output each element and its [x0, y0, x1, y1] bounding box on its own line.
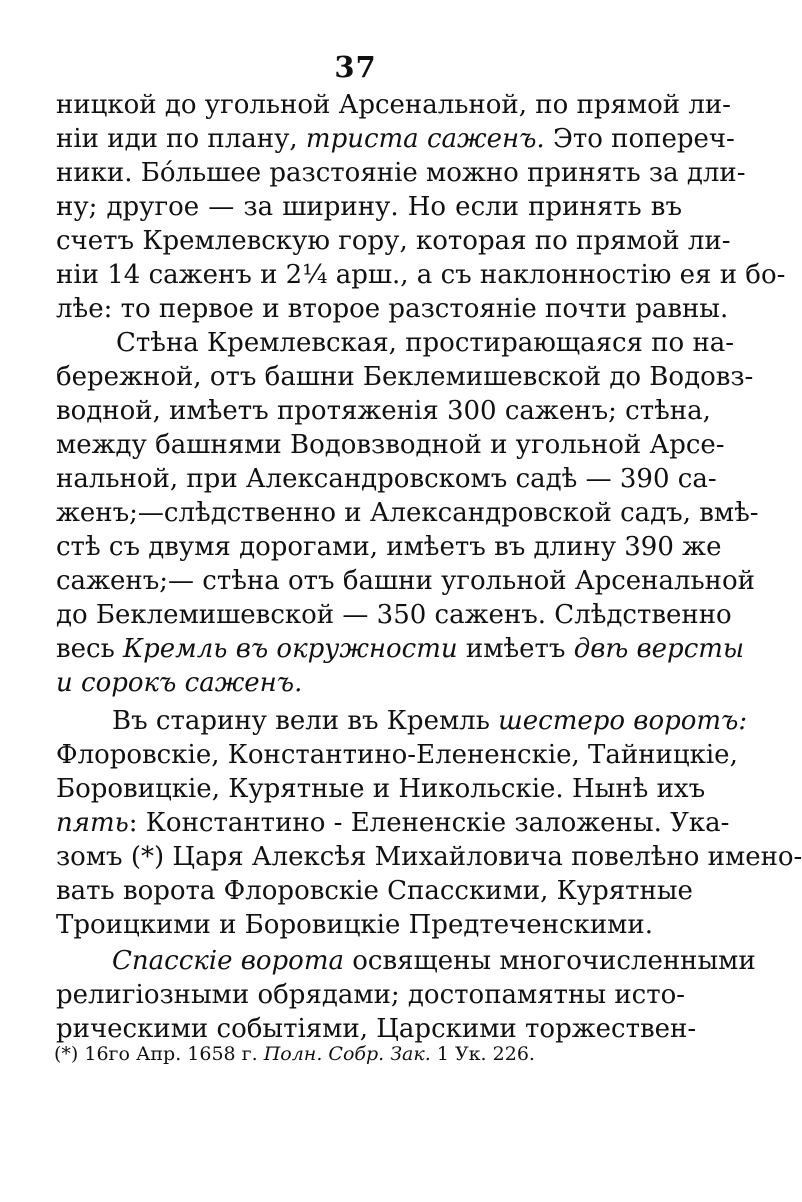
text-line: Боровицкіе, Курятные и Никольскіе. Нынѣ ихъ — [56, 774, 706, 804]
text-line: счетъ Кремлевскую гору, которая по прямой ли- — [56, 226, 731, 256]
text-line: ницкой до угольной Арсенальной, по прямой ли- — [56, 90, 731, 120]
text-fragment: весь — [56, 634, 115, 664]
text-line — [56, 666, 682, 700]
text-line: между башнями Водовзводной и угольной Арсе- — [56, 430, 725, 460]
text-fragment: освящены многочисленными — [352, 946, 756, 976]
italic-fragment: двѣ версты — [573, 634, 745, 664]
text-line — [112, 944, 756, 978]
italic-fragment: Кремль въ окружности — [123, 634, 458, 664]
text-line: ники. Бо́льшее разстояніе можно принять за дли- — [56, 158, 746, 188]
footnote-ref: 1 Ук. 226. — [436, 1043, 535, 1065]
text-line: рическими событіями, Царскими торжествен- — [56, 1014, 697, 1044]
text-line — [56, 632, 745, 666]
footnote-source: Полн. Собр. Зак. — [263, 1043, 431, 1065]
text-fragment: : Константино - Елененскіе заложены. Ука- — [128, 808, 730, 838]
italic-fragment: шестеро воротъ: — [498, 706, 748, 736]
footnote — [54, 1040, 654, 1068]
italic-fragment: и сорокъ саженъ. — [56, 668, 303, 698]
text-fragment: ніи иди по плану, — [56, 124, 298, 154]
text-line: зомъ (*) Царя Алексѣя Михайловича повелѣно имено- — [56, 842, 802, 872]
italic-fragment: триста саженъ. — [305, 124, 545, 154]
page-number: 37 — [334, 50, 377, 84]
text-line: Флоровскіе, Константино-Елененскіе, Тайницкіе, — [56, 740, 738, 770]
text-line: ну; другое — за ширину. Но если принять въ — [56, 192, 682, 222]
text-line: лѣе: то первое и второе разстояніе почти равны. — [56, 294, 729, 324]
text-line: Стѣна Кремлевская, простирающаяся по на- — [116, 328, 735, 358]
text-fragment: Это попереч- — [552, 124, 735, 154]
text-line — [56, 122, 735, 156]
text-fragment: Въ старину вели въ Кремль — [112, 706, 490, 736]
italic-fragment: пять — [56, 808, 129, 838]
text-line: саженъ;— стѣна отъ башни угольной Арсенальной — [56, 566, 755, 596]
text-line: нальной, при Александровскомъ садѣ — 390 са- — [56, 464, 717, 494]
text-line: ніи 14 саженъ и 2¼ арш., а съ наклонностію ея и бо- — [56, 260, 786, 290]
text-line: религіозными обрядами; достопамятны истo- — [56, 980, 686, 1010]
text-line — [56, 806, 730, 840]
text-line: вать ворота Флоровскіе Спасскими, Курятные — [56, 876, 693, 906]
text-line: водной, имѣетъ протяженія 300 саженъ; стѣна, — [56, 396, 711, 426]
text-line: женъ;—слѣдственно и Александровской садъ, вмѣ- — [56, 498, 759, 528]
text-line — [112, 704, 748, 738]
text-line: бережной, отъ башни Беклемишевской до Водовз- — [56, 362, 754, 392]
text-line: стѣ съ двумя дорогами, имѣетъ въ длину 390 же — [56, 532, 722, 562]
text-fragment: имѣетъ — [465, 634, 566, 664]
footnote-date: (*) 16го Апр. 1658 г. — [54, 1043, 258, 1065]
italic-fragment: Спасскіе ворота — [112, 946, 344, 976]
text-line: до Беклемишевской — 350 саженъ. Слѣдственно — [56, 600, 732, 630]
text-line: Троицкими и Боровицкіе Предтеченскими. — [56, 910, 653, 940]
